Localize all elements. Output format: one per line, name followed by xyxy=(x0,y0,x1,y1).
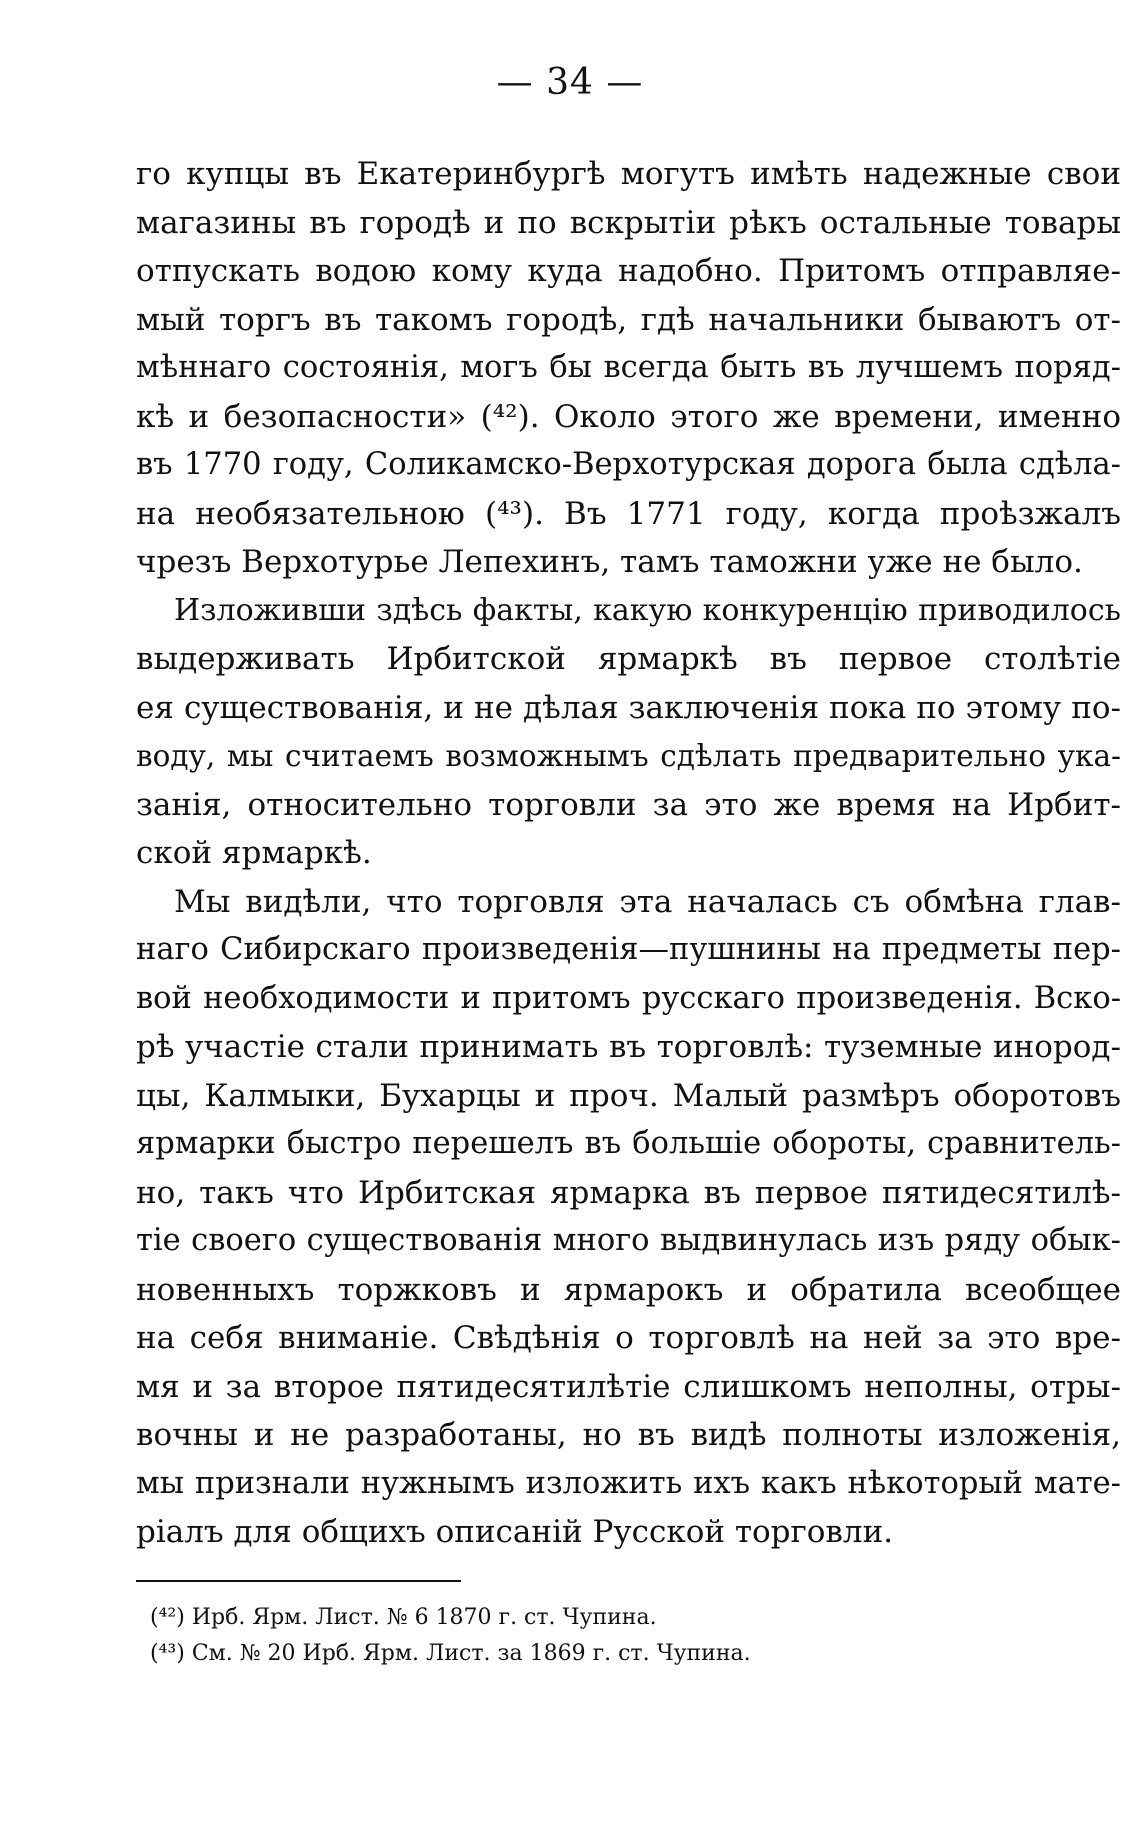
text-line: на необязательною (⁴³). Въ 1771 году, когда проѣзжалъ xyxy=(136,495,1121,532)
text-line: мѣннаго состоянія, могъ бы всегда быть въ лучшемъ поряд- xyxy=(136,350,1121,385)
text-line: го купцы въ Екатеринбургѣ могутъ имѣть надежные свои xyxy=(136,156,1121,192)
footnote-text: См. № 20 Ирб. Ярм. Лист. за 1869 г. ст. Чупина. xyxy=(191,1641,751,1666)
body-text xyxy=(136,150,1121,1557)
text-line: мы признали нужнымъ изложить ихъ какъ нѣкоторый мате- xyxy=(136,1465,1121,1501)
page-number: — 34 — xyxy=(496,62,644,103)
footnote-item xyxy=(150,1600,1100,1636)
text-line: но, такъ что Ирбитская ярмарка въ первое пятидесятилѣ- xyxy=(136,1174,1121,1211)
text-line: занія, относительно торговли за это же время на Ирбит- xyxy=(136,786,1121,823)
text-line: ярмарки быстро перешелъ въ большіе обороты, сравнитель- xyxy=(136,1126,1121,1161)
text-line: кѣ и безопасности» (⁴²). Около этого же времени, именно xyxy=(136,398,1121,435)
text-line: Мы видѣли, что торговля эта началась съ обмѣна глав- xyxy=(174,883,1121,920)
text-line: въ 1770 году, Соликамско-Верхотурская дорога была сдѣла- xyxy=(136,447,1121,482)
text-line: вочны и не разработаны, но въ видѣ полноты изложенія, xyxy=(136,1417,1121,1453)
text-line: новенныхъ торжковъ и ярмарокъ и обратила всеобщее xyxy=(136,1271,1121,1308)
text-line: ея существованія, и не дѣлая заключенія пока по этому по- xyxy=(136,689,1121,726)
footnote-text: Ирб. Ярм. Лист. № 6 1870 г. ст. Чупина. xyxy=(191,1605,657,1630)
text-line: чрезъ Верхотурье Лепехинъ, тамъ таможни уже не было. xyxy=(136,544,1083,580)
text-line: на себя вниманіе. Свѣдѣнія о торговлѣ на ней за это вре- xyxy=(136,1320,1121,1356)
text-line: ріалъ для общихъ описаній Русской торговли. xyxy=(136,1514,894,1550)
footnote-divider xyxy=(136,1580,461,1582)
text-line: ской ярмаркѣ. xyxy=(136,835,372,871)
footnote-marker: (⁴²) xyxy=(150,1605,185,1630)
text-line: цы, Калмыки, Бухарцы и проч. Малый размѣръ оборотовъ xyxy=(136,1077,1121,1114)
footnote-item xyxy=(150,1636,1100,1672)
text-line: рѣ участіе стали принимать въ торговлѣ: туземные инород- xyxy=(136,1029,1121,1065)
text-line: наго Сибирскаго произведенія—пушнины на предметы пер- xyxy=(136,932,1121,967)
text-line: Изложивши здѣсь факты, какую конкуренцію приводилось xyxy=(174,592,1121,628)
text-line: магазины въ городѣ и по вскрытіи рѣкъ остальные товары xyxy=(136,204,1121,241)
footnote-marker: (⁴³) xyxy=(150,1641,185,1666)
text-line: выдерживать Ирбитской ярмаркѣ въ первое столѣтіе xyxy=(136,641,1121,677)
text-line: мый торгъ въ такомъ городѣ, гдѣ начальники бываютъ от- xyxy=(136,301,1121,338)
text-line: вой необходимости и притомъ русскаго произведенія. Вско- xyxy=(136,980,1121,1016)
text-line: воду, мы считаемъ возможнымъ сдѣлать предварительно ука- xyxy=(136,739,1121,773)
text-line: мя и за второе пятидесятилѣтіе слишкомъ неполны, отры- xyxy=(136,1368,1121,1405)
footnotes xyxy=(150,1600,1100,1672)
text-line: тіе своего существованія много выдвинулась изъ ряду обык- xyxy=(136,1223,1121,1258)
text-line: отпускать водою кому куда надобно. Притомъ отправляе- xyxy=(136,253,1121,289)
